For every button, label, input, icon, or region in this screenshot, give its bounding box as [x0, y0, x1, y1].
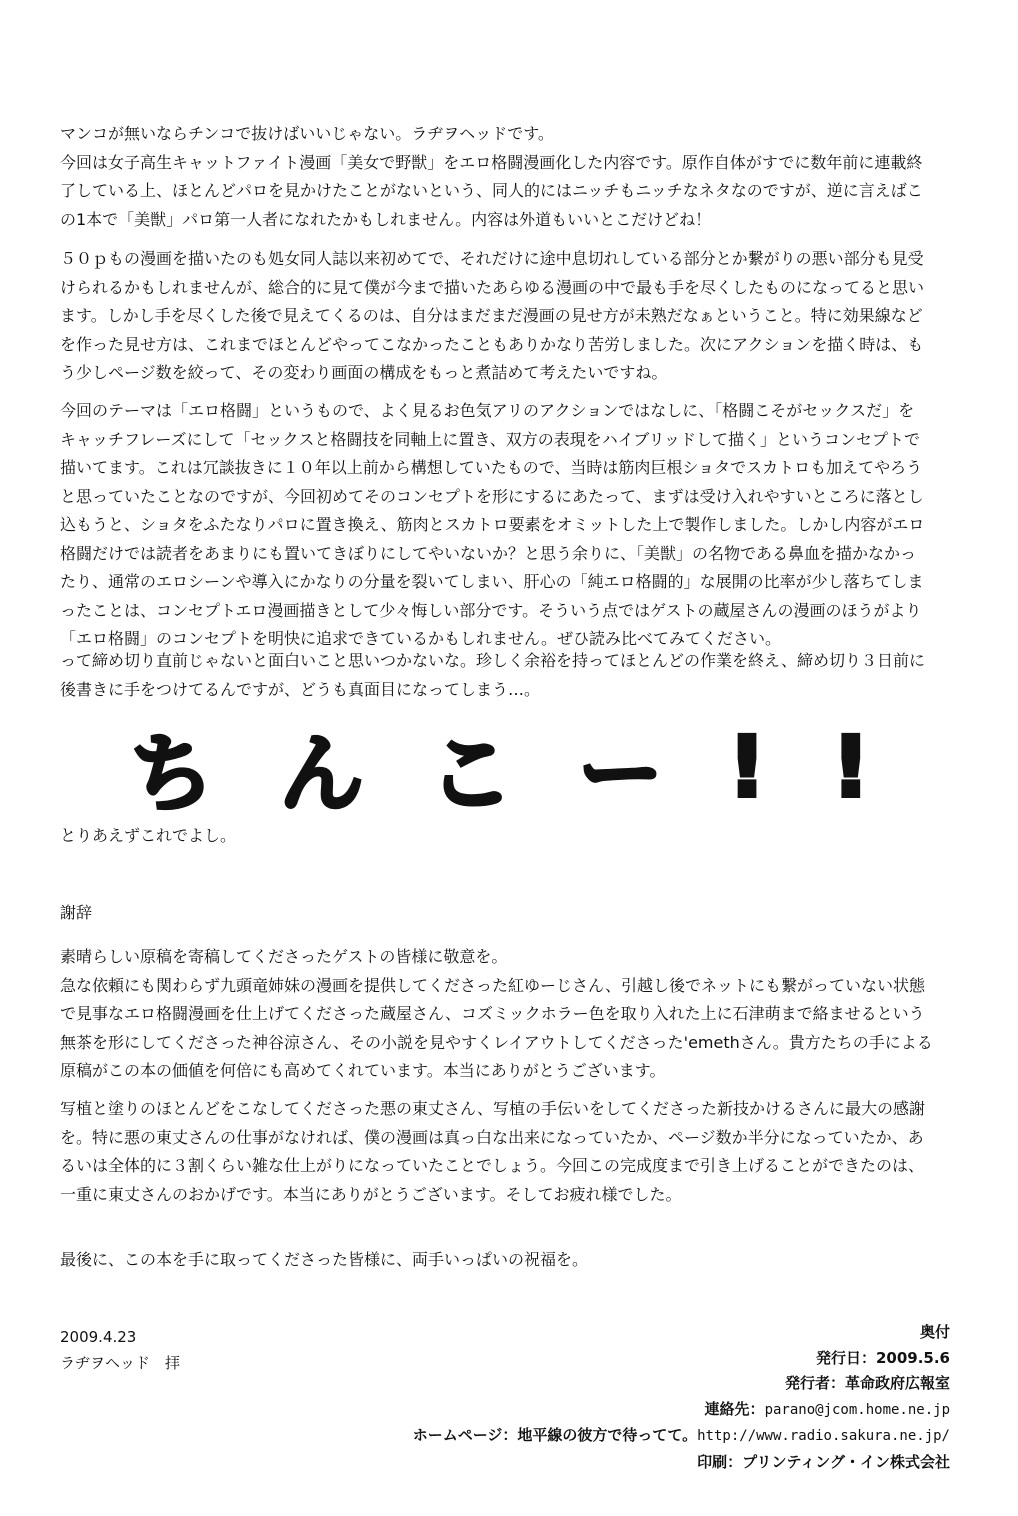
text-line: 一重に東丈さんのおかげです。本当にありがとうございます。そしてお疲れ様でした。: [60, 1184, 682, 1204]
published-label: 発行日：: [815, 1348, 876, 1367]
signature-date: 2009.4.23: [60, 1328, 137, 1346]
text-line: 「エロ格闘」のコンセプトを明快に追求できているかもしれません。ぜひ読み比べてみてください。: [60, 629, 781, 648]
colophon-title: 奥付: [919, 1323, 950, 1341]
text-line: たり、通常のエロシーンや導入にかなりの分量を裂いてしまい、肝心の「純エロ格闘的」な展開の比率が少し落ちてしま: [60, 572, 924, 591]
text-line: を。特に悪の東丈さんの仕事がなければ、僕の漫画は真っ白な出来になっていたか、ページ数か半分になっていたか、あ: [60, 1127, 924, 1147]
homepage-label: ホームページ：: [412, 1426, 518, 1444]
homepage-url: http://www.radio.sakura.ne.jp/: [697, 1428, 950, 1444]
big-char: !: [831, 718, 870, 816]
text-line: 了している上、ほとんどパロを見かけたことがないという、同人的にはニッチもニッチなネタなのですが、逆に言えばこ: [60, 181, 923, 200]
colophon-contact: [413, 1397, 950, 1424]
colophon-publisher: [413, 1371, 950, 1397]
publisher-name: 革命政府広報室: [844, 1374, 950, 1392]
afterword-paragraph-4: [60, 647, 960, 704]
text-line: 最後に、この本を手に取ってくださった皆様に、両手いっぱいの祝福を。: [60, 1250, 589, 1269]
big-char: ー: [578, 724, 663, 823]
text-line: を作った見せ方は、これまでほとんどやってこなかったこともありかなり苦労しました。次にアクションを描く時は、も: [60, 334, 924, 354]
homepage-name: 地平線の彼方で待ってて。: [517, 1426, 698, 1444]
afterword-paragraph-2: [60, 245, 960, 388]
text-line: ます。しかし手を尽くした後で見えてくるのは、自分はまだまだ漫画の見せ方が未熟だなぁということ。特に効果線など: [60, 306, 923, 325]
big-char: ん: [279, 724, 364, 823]
text-line: 写植と塗りのほとんどをこなしてくださった悪の東丈さん、写植の手伝いをしてくださった新技かけるさんに最大の感謝: [60, 1099, 925, 1118]
text-line: 込もうと、ショタをふたなりパロに置き換え、筋肉とスカトロ要素をオミットした上で製作しました。しかし内容がエロ: [60, 515, 925, 534]
big-char: !: [727, 718, 767, 816]
thanks-paragraph-1: [60, 943, 960, 1086]
text-line: 急な依頼にも関わらず九頭竜姉妹の漫画を提供してくださった紅ゆーじさん、引越し後でネットにも繋がっていない状態: [60, 975, 925, 995]
colophon-homepage: [413, 1423, 950, 1450]
text-line: で見事なエロ格闘漫画を仕上げてくださった蔵屋さん、コズミックホラー色を取り入れた上に石津萌まで絡ませるという: [60, 1004, 925, 1023]
thanks-paragraph-2: [60, 1095, 960, 1209]
text-line: 無茶を形にしてくださった神谷涼さん、その小説を見やすくレイアウトしてくださった'emethさん。貴方たちの手による: [60, 1032, 933, 1052]
colophon-block: [413, 1320, 950, 1475]
contact-label: 連絡先：: [704, 1399, 765, 1418]
text-line: キャッチフレーズにして「セックスと格闘技を同軸上に置き、双方の表現をハイブリッドして描く」というコンセプトで: [60, 429, 921, 449]
thanks-paragraph-3: [60, 1246, 960, 1275]
text-line: 格闘だけでは読者をあまりにも置いてきぼりにしてやいないか？と思う余りに、「美獣」の名物である鼻血を描かなかっ: [60, 543, 917, 563]
colophon-printer: [413, 1450, 950, 1476]
text-line: 後書きに手をつけてるんですが、どうも真面目になってしまう…。: [60, 679, 541, 699]
big-char: こ: [428, 724, 513, 823]
text-line: う少しページ数を絞って、その変わり画面の構成をもっと煮詰めて考えたいですね。: [60, 363, 668, 382]
thanks-heading: 謝辞: [60, 903, 93, 922]
text-line: 原稿がこの本の価値を何倍にも高めてくれています。本当にありがとうございます。: [60, 1061, 666, 1080]
text-line: けられるかもしれませんが、総合的に見て僕が今まで描いたあらゆる漫画の中で最も手を尽くしたものになってると思い: [60, 277, 925, 297]
colophon-published: [413, 1346, 950, 1372]
text-line: るいは全体的に３割くらい雑な仕上がりになっていたことでしょう。今回この完成度まで引き上げることができたのは、: [60, 1156, 925, 1175]
text-line: 素晴らしい原稿を寄稿してくださったゲストの皆様に敬意を。: [60, 947, 508, 966]
text-line: マンコが無いならチンコで抜けばいいじゃない。ラヂヲヘッドです。: [60, 124, 554, 143]
text-line: と思っていたことなのですが、今回初めてそのコンセプトを形にするにあたって、まずは受け入れやすいところに落とし: [60, 486, 924, 506]
text-line: って締め切り直前じゃないと面白いこと思いつかないな。珍しく余裕を持ってほとんどの作業を終え、締め切り３日前に: [60, 651, 925, 670]
afterword-paragraph-1: [60, 120, 960, 234]
text-line: 描いてます。これは冗談抜きに１０年以上前から構想していたもので、当時は筋肉巨根ショタでスカトロも加えてやろう: [60, 458, 923, 477]
text-line: の1本で「美獣」パロ第一人者になれたかもしれません。内容は外道もいいとこだけどね！: [60, 209, 712, 229]
big-char: ち: [130, 724, 215, 823]
printer-name: プリンティング・イン株式会社: [742, 1452, 950, 1471]
big-exclamation-text: [130, 718, 870, 823]
text-line: 今回のテーマは「エロ格闘」というもので、よく見るお色気アリのアクションではなしに、「格闘こそがセックスだ」を: [60, 401, 915, 420]
signature-author: ラヂヲヘッド 拝: [60, 1354, 181, 1372]
text-line: とりあえずこれでよし。: [60, 826, 237, 845]
text-line: ５０ｐもの漫画を描いたのも処女同人誌以来初めてで、それだけに途中息切れしている部分とか繋がりの悪い部分も見受: [60, 249, 924, 268]
text-line: ったことは、コンセプトエロ漫画描きとして少々悔しい部分です。そういう点ではゲストの蔵屋さんの漫画のほうがより: [60, 600, 922, 620]
published-date: 2009.5.6: [875, 1348, 950, 1367]
afterword-paragraph-5: [60, 822, 960, 851]
text-line: 今回は女子高生キャットファイト漫画「美女で野獣」をエロ格闘漫画化した内容です。原作自体がすでに数年前に連載終: [60, 152, 923, 172]
contact-email: parano@jcom.home.ne.jp: [764, 1401, 950, 1418]
publisher-label: 発行者：: [784, 1374, 845, 1392]
printer-label: 印刷：: [697, 1452, 743, 1471]
afterword-paragraph-3: [60, 397, 960, 654]
signature-block: [60, 1324, 180, 1376]
